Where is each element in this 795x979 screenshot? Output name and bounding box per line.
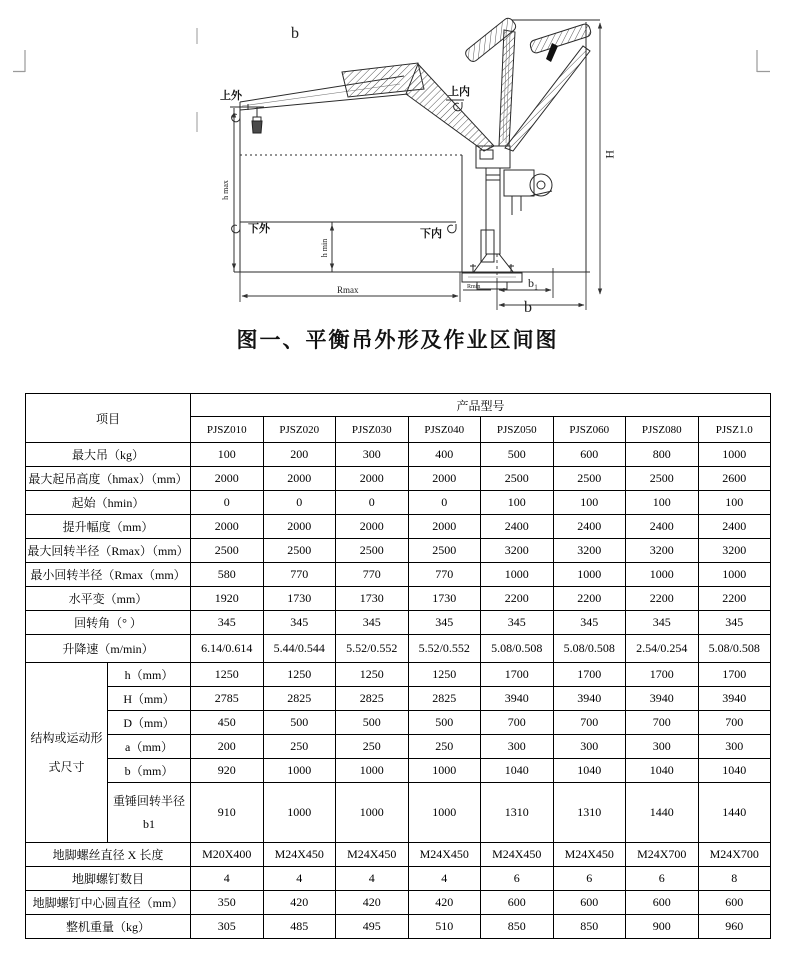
cell: 350 [191,891,264,915]
cell: 8 [698,867,771,891]
model-name: PJSZ030 [336,417,409,443]
cell: 700 [553,711,626,735]
cell: 345 [263,611,336,635]
cell: 345 [191,611,264,635]
cell: 6 [553,867,626,891]
cell: 1000 [263,783,336,843]
cell: 250 [263,735,336,759]
cell: 700 [698,711,771,735]
cell: 1000 [553,563,626,587]
cell: 250 [408,735,481,759]
cell: 1310 [481,783,554,843]
cell: 1000 [336,759,409,783]
group-label-line2: 式尺寸 [48,759,85,774]
table-row [26,491,771,515]
cell: 100 [626,491,699,515]
cell: 5.08/0.508 [698,635,771,663]
group-label [26,663,108,843]
cell: 2500 [263,539,336,563]
cell: 1000 [336,783,409,843]
table-row [26,759,771,783]
cell: 1250 [191,663,264,687]
dim-label-hmin: h min [320,238,329,258]
extended-boom [230,63,494,151]
cell: 2400 [626,515,699,539]
row-label: D（mm） [108,711,191,735]
cell: 4 [263,867,336,891]
row-label: 地脚螺钉数目 [26,867,191,891]
cell: 2000 [263,515,336,539]
cell: 2825 [263,687,336,711]
cell: 1000 [408,759,481,783]
cell: 420 [336,891,409,915]
crane-diagram [0,0,795,318]
model-name: PJSZ060 [553,417,626,443]
cell: 2.54/0.254 [626,635,699,663]
dim-label-b-bottom: b [524,299,532,316]
cell: 6 [626,867,699,891]
cell: 2000 [408,467,481,491]
table-row [26,539,771,563]
row-label: 地脚螺丝直径 X 长度 [26,843,191,867]
cell: 3200 [626,539,699,563]
cell: M24X450 [336,843,409,867]
spec-table [25,393,771,939]
cell: 1700 [481,663,554,687]
cell: 1440 [698,783,771,843]
cell: 3940 [698,687,771,711]
cell: 5.52/0.552 [336,635,409,663]
cell: 1700 [626,663,699,687]
dim-label-H: H [603,150,617,159]
cell: 345 [408,611,481,635]
cell: 2500 [553,467,626,491]
cell: M24X450 [408,843,481,867]
cell: 250 [336,735,409,759]
table-row [26,563,771,587]
cell: 1040 [481,759,554,783]
cell: 2000 [191,515,264,539]
label-upper-outer: 上外 [220,90,242,102]
cell: 495 [336,915,409,939]
table-header-row [26,394,771,417]
cell: 920 [191,759,264,783]
cell: 600 [553,443,626,467]
cell: 700 [626,711,699,735]
row-label: 最小回转半径（Rmax（mm） [26,563,191,587]
cell: 2000 [408,515,481,539]
cell: 2200 [553,587,626,611]
cell: 6 [481,867,554,891]
row-label: 最大起吊高度（hmax）（mm） [26,467,191,491]
cell: 770 [263,563,336,587]
cell: 2500 [191,539,264,563]
cell: 3940 [481,687,554,711]
cell: 3200 [698,539,771,563]
cell: 1000 [481,563,554,587]
cell: 345 [553,611,626,635]
row-label: H（mm） [108,687,191,711]
cell: 1000 [263,759,336,783]
table-row [26,843,771,867]
cell: 5.08/0.508 [481,635,554,663]
figure-caption: 图一、平衡吊外形及作业区间图 [236,328,559,352]
cell: 3940 [553,687,626,711]
table-row [26,443,771,467]
cell: 770 [336,563,409,587]
label-lower-inner: 下内 [420,228,442,240]
cell: 2825 [408,687,481,711]
cell: 3940 [626,687,699,711]
cell: 0 [191,491,264,515]
row-label: 水平变（mm） [26,587,191,611]
cell: M24X450 [553,843,626,867]
cell: 1000 [408,783,481,843]
cell: 200 [191,735,264,759]
cell: 5.08/0.508 [553,635,626,663]
cell: 1440 [626,783,699,843]
cell: 1730 [336,587,409,611]
cell: 1040 [626,759,699,783]
cell: 2400 [698,515,771,539]
cell: 0 [408,491,481,515]
cell: 2200 [626,587,699,611]
cell: 420 [408,891,481,915]
cell: 1000 [698,563,771,587]
cell: 2500 [481,467,554,491]
table-row [26,711,771,735]
cell: 5.44/0.544 [263,635,336,663]
row-label: 最大吊（kg） [26,443,191,467]
row-label: 升降速（m/min） [26,635,191,663]
cell: 3200 [553,539,626,563]
table-row [26,635,771,663]
product-header: 产品型号 [191,394,771,417]
cell: 300 [336,443,409,467]
label-upper-inner: 上内 [448,86,470,98]
table-row [26,867,771,891]
table-row [26,467,771,491]
row-label [108,783,191,843]
cell: 800 [626,443,699,467]
cell: 1040 [698,759,771,783]
model-name: PJSZ040 [408,417,481,443]
cell: 500 [408,711,481,735]
row-label: 整机重量（kg） [26,915,191,939]
cell: 4 [336,867,409,891]
cell: 300 [698,735,771,759]
cell: 1730 [263,587,336,611]
cell: 2500 [336,539,409,563]
cell: 2825 [336,687,409,711]
cell: 100 [698,491,771,515]
cell: 850 [553,915,626,939]
model-name: PJSZ020 [263,417,336,443]
model-name: PJSZ080 [626,417,699,443]
cell: 500 [336,711,409,735]
cell: 1700 [553,663,626,687]
row-label: 起始（hmin） [26,491,191,515]
cell: 510 [408,915,481,939]
cell: 1730 [408,587,481,611]
cell: 1250 [408,663,481,687]
row-label: a（mm） [108,735,191,759]
table-row [26,783,771,843]
cell: 1000 [698,443,771,467]
model-name: PJSZ1.0 [698,417,771,443]
cell: 200 [263,443,336,467]
cell: M20X400 [191,843,264,867]
cell: 580 [191,563,264,587]
cell: 1250 [336,663,409,687]
table-row [26,735,771,759]
cell: 5.52/0.552 [408,635,481,663]
cell: 3200 [481,539,554,563]
hook-icons [232,100,464,233]
cell: 345 [626,611,699,635]
cell: 600 [626,891,699,915]
cell: 6.14/0.614 [191,635,264,663]
row-label: 提升幅度（mm） [26,515,191,539]
cell: 2500 [408,539,481,563]
cell: 600 [553,891,626,915]
cell: 2400 [481,515,554,539]
cell: 420 [263,891,336,915]
cell: 500 [263,711,336,735]
table-row [26,891,771,915]
cell: 1250 [263,663,336,687]
cell: 1920 [191,587,264,611]
cell: 400 [408,443,481,467]
cell: 100 [553,491,626,515]
cell: 850 [481,915,554,939]
cell: 2400 [553,515,626,539]
table-row [26,515,771,539]
cell: 0 [263,491,336,515]
row-label: 最大回转半径（Rmax）（mm） [26,539,191,563]
row-label: h（mm） [108,663,191,687]
cell: 4 [408,867,481,891]
cell: 600 [481,891,554,915]
cell: M24X450 [263,843,336,867]
cell: 100 [481,491,554,515]
dim-label-rmax: Rmax [337,285,359,295]
cell: 1700 [698,663,771,687]
row-label-line1: 重锤回转半径 [113,793,186,808]
dim-label-b1: b₁ [528,276,539,290]
item-header: 项目 [26,394,191,443]
cell: 4 [191,867,264,891]
cell: 700 [481,711,554,735]
cell: M24X450 [481,843,554,867]
spec-table-wrap [25,393,771,939]
cell: 2000 [336,467,409,491]
row-label-line2: b1 [143,816,155,831]
dim-label-rmin: Rmin [467,284,481,290]
cell: 2200 [481,587,554,611]
cell: 2785 [191,687,264,711]
cell: 910 [191,783,264,843]
cell: 450 [191,711,264,735]
cell: 0 [336,491,409,515]
cell: 300 [481,735,554,759]
model-name: PJSZ050 [481,417,554,443]
cell: 2000 [263,467,336,491]
cell: 2500 [626,467,699,491]
cell: M24X700 [626,843,699,867]
cell: 2000 [336,515,409,539]
cell: 500 [481,443,554,467]
model-name: PJSZ010 [191,417,264,443]
label-lower-outer: 下外 [248,223,270,235]
crane-column [462,146,552,289]
dim-label-hmax: h max [221,180,230,200]
work-envelope [234,20,600,272]
cell: 300 [626,735,699,759]
folded-arms [464,16,592,151]
cell: 1040 [553,759,626,783]
table-row [26,915,771,939]
cell: 2000 [191,467,264,491]
cell: 485 [263,915,336,939]
table-row [26,611,771,635]
cell: 100 [191,443,264,467]
row-label: b（mm） [108,759,191,783]
cell: 1000 [626,563,699,587]
cell: 345 [336,611,409,635]
group-label-line1: 结构或运动形 [30,730,103,745]
table-row [26,587,771,611]
cell: 1310 [553,783,626,843]
cell: M24X700 [698,843,771,867]
table-row [26,663,771,687]
cell: 2600 [698,467,771,491]
cell: 345 [698,611,771,635]
cell: 960 [698,915,771,939]
cell: 600 [698,891,771,915]
cell: 770 [408,563,481,587]
cell: 2200 [698,587,771,611]
diagram-label-b-top: b [291,25,299,42]
cell: 900 [626,915,699,939]
row-label: 地脚螺钉中心圆直径（mm） [26,891,191,915]
cell: 300 [553,735,626,759]
table-row [26,687,771,711]
row-label: 回转角（° ） [26,611,191,635]
cell: 345 [481,611,554,635]
cell: 305 [191,915,264,939]
